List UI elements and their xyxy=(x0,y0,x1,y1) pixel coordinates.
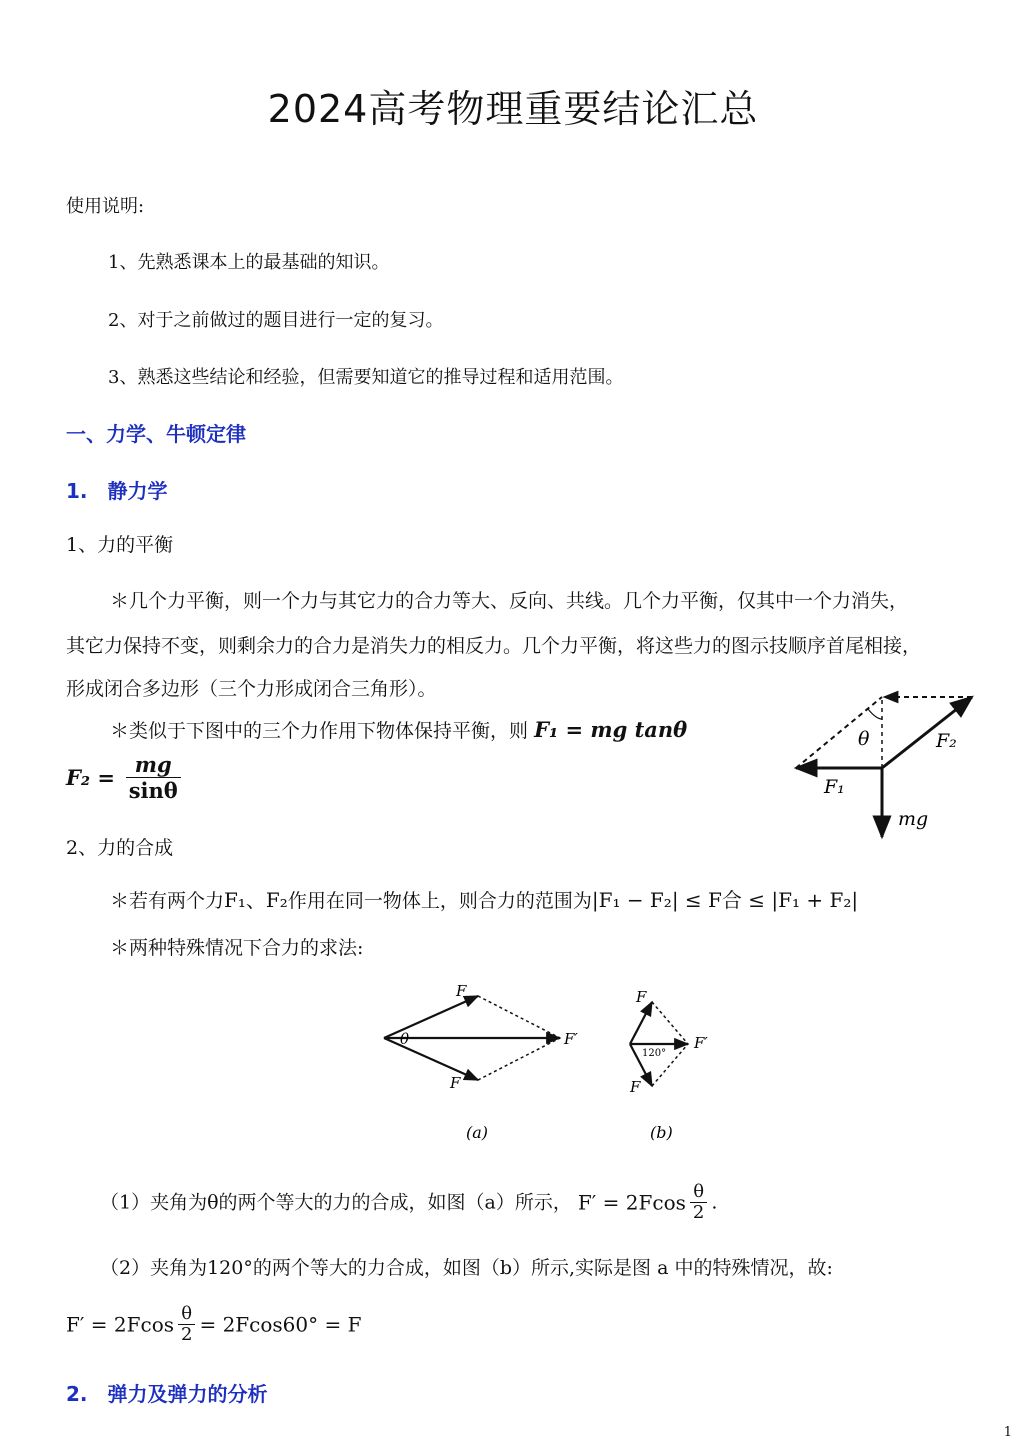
equation-lhs: F′ = 2Fcos xyxy=(66,1312,174,1337)
mg-label: mg xyxy=(898,808,929,830)
composition-figures xyxy=(370,978,710,1148)
topic-heading: 1、力的平衡 xyxy=(66,534,174,556)
fraction-denominator: 2 xyxy=(692,1202,705,1223)
paragraph-line xyxy=(110,712,687,749)
paragraph-line: 形成闭合多边形（三个力形成闭合三角形）。 xyxy=(66,678,437,700)
force-label: F xyxy=(636,988,647,1006)
figure-a xyxy=(384,982,578,1142)
case-1 xyxy=(100,1182,717,1223)
force-symbols: F₁、F₂ xyxy=(224,888,288,912)
fraction xyxy=(178,1304,195,1345)
fraction-numerator: mg xyxy=(126,752,181,778)
paragraph-line: ＊几个力平衡，则一个力与其它力的合力等大、反向、共线。几个力平衡，仅其中一个力消失， xyxy=(110,590,909,612)
f2-arrow xyxy=(882,697,972,768)
force-arrow xyxy=(630,1002,652,1044)
fraction-denominator: 2 xyxy=(181,1324,193,1345)
paragraph-line: 其它力保持不变，则剩余力的合力是消失力的相反力。几个力平衡，将这些力的图示技顺序首尾相接， xyxy=(66,635,922,657)
fraction-numerator: θ xyxy=(690,1182,707,1203)
equation-lhs: F₂ = xyxy=(66,765,116,790)
f2-label: F₂ xyxy=(936,730,957,752)
paragraph-text: 作用在同一物体上，则合力的范围为 xyxy=(287,890,592,912)
force-arrow xyxy=(384,996,478,1038)
equation-f1: F₁ = mg tanθ xyxy=(534,717,688,742)
subsection-heading: 1. 静力学 xyxy=(66,479,168,503)
paragraph-line: ＊两种特殊情况下合力的求法: xyxy=(110,937,364,959)
theta-arc xyxy=(868,709,882,719)
figure-caption: (a) xyxy=(466,1123,489,1142)
force-arrow xyxy=(384,1038,478,1080)
usage-heading: 使用说明: xyxy=(66,196,145,217)
case-text: （1）夹角为θ的两个等大的力的合成，如图（a）所示， xyxy=(100,1191,572,1214)
force-label: F xyxy=(450,1074,461,1092)
equation-end: . xyxy=(711,1191,718,1214)
paragraph-line xyxy=(110,882,858,919)
usage-item: 3、熟悉这些结论和经验，但需要知道它的推导过程和适用范围。 xyxy=(108,367,624,388)
paragraph-text: ＊若有两个力 xyxy=(110,890,225,912)
section-heading: 一、力学、牛顿定律 xyxy=(66,422,246,446)
theta-label: θ xyxy=(858,728,870,750)
force-label: F xyxy=(630,1078,641,1096)
angle-label: 120° xyxy=(642,1048,667,1059)
f1-label: F₁ xyxy=(824,776,845,798)
force-balance-diagram xyxy=(780,685,1000,850)
resultant-label: F′ xyxy=(694,1034,708,1052)
equation-rhs: = 2Fcos60° = F xyxy=(199,1312,362,1337)
fraction-numerator: θ xyxy=(178,1304,195,1325)
paragraph-text: ＊类似于下图中的三个力作用下物体保持平衡，则 xyxy=(110,720,529,742)
usage-item: 1、先熟悉课本上的最基础的知识。 xyxy=(108,252,390,273)
dashed-side xyxy=(478,996,560,1038)
case-2: （2）夹角为120°的两个等大的力合成，如图（b）所示,实际是图 a 中的特殊情况，故: xyxy=(100,1257,833,1279)
subsection-heading: 2. 弹力及弹力的分析 xyxy=(66,1382,268,1406)
dashed-side xyxy=(652,1002,688,1044)
dashed-side xyxy=(478,1038,560,1080)
fraction xyxy=(690,1182,707,1223)
page-title: 2024高考物理重要结论汇总 xyxy=(267,87,759,131)
fraction-denominator: sinθ xyxy=(128,778,178,803)
page-number: 1 xyxy=(1003,1425,1012,1440)
equation-lhs: F′ = 2Fcos xyxy=(577,1190,686,1215)
figure-b xyxy=(629,988,708,1142)
range-formula: |F₁ − F₂| ≤ F合 ≤ |F₁ + F₂| xyxy=(591,888,859,912)
angle-label: θ xyxy=(400,1030,410,1048)
usage-item: 2、对于之前做过的题目进行一定的复习。 xyxy=(108,310,444,331)
fraction xyxy=(126,752,181,803)
figure-caption: (b) xyxy=(650,1123,673,1142)
case-2-equation xyxy=(66,1304,361,1345)
force-label: F xyxy=(456,982,467,1000)
resultant-label: F′ xyxy=(564,1030,578,1048)
topic-heading: 2、力的合成 xyxy=(66,837,174,859)
equation-f2 xyxy=(66,752,185,803)
